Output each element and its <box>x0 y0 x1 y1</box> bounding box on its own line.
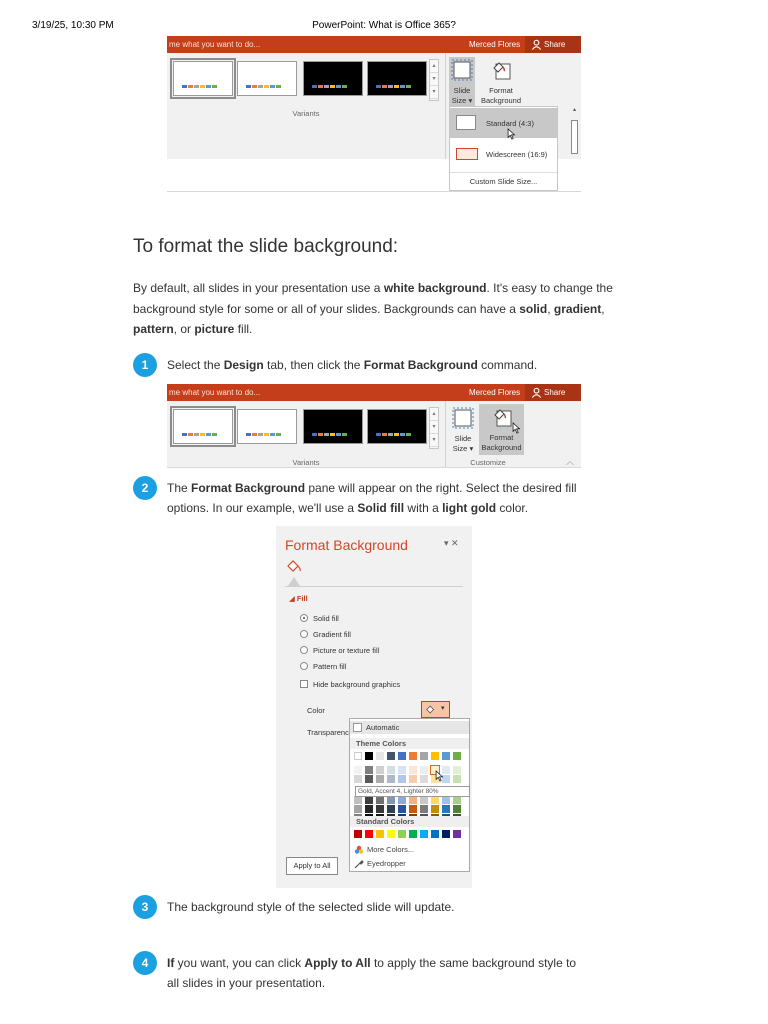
share-button[interactable] <box>525 36 581 53</box>
theme-shade-swatch[interactable] <box>376 766 384 774</box>
variants-group-label: Variants <box>292 458 320 467</box>
paint-bucket-icon[interactable] <box>285 559 303 575</box>
variant-color-dot <box>200 85 205 88</box>
format-background-label: Format Background <box>481 433 522 452</box>
color-label: Color <box>307 706 325 715</box>
theme-color-swatch[interactable] <box>365 752 373 760</box>
variant-color-dot <box>400 433 405 436</box>
variant-thumb[interactable] <box>237 61 297 96</box>
variant-color-dot <box>206 433 211 436</box>
color-dropdown-button[interactable] <box>421 701 450 718</box>
variant-color-dot <box>318 433 323 436</box>
slide-size-button[interactable] <box>449 57 475 107</box>
format-background-pane <box>276 526 472 888</box>
standard-colors-header: Standard Colors <box>350 816 469 827</box>
color-tooltip: Gold, Accent 4, Lighter 80% <box>355 786 470 797</box>
theme-shade-swatch[interactable] <box>442 796 450 804</box>
theme-shade-swatch[interactable] <box>387 766 395 774</box>
step-number-3: 3 <box>133 895 157 919</box>
standard-color-swatch[interactable] <box>398 830 406 838</box>
automatic-label: Automatic <box>366 723 400 732</box>
text-run: Select the <box>167 358 224 372</box>
theme-shade-swatch[interactable] <box>354 805 362 813</box>
text-run: tab, then click the <box>263 358 364 372</box>
variant-color-dot <box>318 85 323 88</box>
theme-shade-swatch[interactable] <box>398 775 406 783</box>
variant-color-dot <box>252 85 257 88</box>
variant-color-dot <box>330 433 335 436</box>
variant-thumb[interactable] <box>303 409 363 444</box>
ribbon-screenshot-design-tab <box>167 384 581 468</box>
theme-shade-swatch[interactable] <box>354 766 362 774</box>
theme-color-swatch[interactable] <box>409 752 417 760</box>
variant-thumb[interactable] <box>173 61 233 96</box>
theme-shade-swatch[interactable] <box>376 775 384 783</box>
theme-shade-swatch[interactable] <box>431 796 439 804</box>
variant-thumb[interactable] <box>173 409 233 444</box>
tell-me-box[interactable]: me what you want to do... <box>169 40 261 49</box>
theme-color-swatch[interactable] <box>431 752 439 760</box>
variant-color-dot <box>258 85 263 88</box>
option-label: Pattern fill <box>313 662 347 671</box>
eyedropper-icon <box>354 859 364 869</box>
mouse-cursor-icon <box>435 770 444 782</box>
share-label: Share <box>544 388 566 397</box>
variant-color-dot <box>388 433 393 436</box>
variant-color-dots <box>376 85 411 88</box>
variant-color-dot <box>312 85 317 88</box>
variant-color-dot <box>200 433 205 436</box>
theme-color-swatch[interactable] <box>453 752 461 760</box>
step-number-4: 4 <box>133 951 157 975</box>
variant-color-dot <box>252 433 257 436</box>
variant-color-dot <box>330 85 335 88</box>
mouse-cursor-icon <box>512 422 521 434</box>
format-background-icon <box>490 59 512 81</box>
variant-color-dot <box>324 433 329 436</box>
variant-color-dot <box>394 85 399 88</box>
vertical-scrollbar[interactable] <box>570 106 579 191</box>
transparency-label: Transparenc <box>307 728 349 737</box>
theme-shade-swatch[interactable] <box>354 796 362 804</box>
theme-color-swatch[interactable] <box>354 752 362 760</box>
text-run: to apply the same background style to all slides in your presentation. <box>167 956 577 990</box>
text-run: color. <box>496 501 529 515</box>
gallery-scroll[interactable] <box>429 59 439 101</box>
text-run: , <box>547 301 554 316</box>
gallery-more-icon: ▾ <box>430 86 438 99</box>
ribbon-title-bar <box>167 384 581 401</box>
theme-shade-swatch[interactable] <box>453 775 461 783</box>
eyedropper-label: Eyedropper <box>367 859 406 868</box>
scroll-up-icon: ▴ <box>572 107 576 113</box>
person-icon <box>531 39 542 50</box>
theme-shade-swatch[interactable] <box>387 775 395 783</box>
variant-color-dots <box>246 433 281 436</box>
bold-text: pattern <box>133 322 174 336</box>
theme-shade-swatch[interactable] <box>453 766 461 774</box>
theme-shade-swatch[interactable] <box>409 775 417 783</box>
automatic-color-option[interactable] <box>350 721 469 734</box>
gallery-more-icon: ▾ <box>430 434 438 447</box>
theme-color-swatch[interactable] <box>398 752 406 760</box>
variant-color-dots <box>312 85 347 88</box>
step-number-2: 2 <box>133 476 157 500</box>
tell-me-box[interactable]: me what you want to do... <box>169 388 261 397</box>
option-label: Hide background graphics <box>313 680 401 689</box>
theme-shade-swatch[interactable] <box>453 805 461 813</box>
variant-color-dot <box>342 433 347 436</box>
theme-shade-swatch[interactable] <box>365 766 373 774</box>
bold-text: picture <box>194 322 235 336</box>
variant-color-dot <box>388 85 393 88</box>
variant-color-dot <box>264 433 269 436</box>
standard-color-swatch[interactable] <box>387 830 395 838</box>
color-picker-dropdown <box>349 718 470 872</box>
format-background-icon <box>491 406 513 428</box>
bold-text: light gold <box>442 501 497 515</box>
customize-group-label: Customize <box>470 458 506 467</box>
theme-shade-swatch[interactable] <box>398 805 406 813</box>
radio-dot-icon <box>300 614 308 622</box>
variant-color-dot <box>382 85 387 88</box>
variant-color-dot <box>394 433 399 436</box>
text-run: pane will appear on the right. Select the desired fill options. In our example, we'll use a <box>167 481 577 515</box>
text-run: . It's easy to change the background style for some or all of your slides. Backgrounds can have a <box>133 281 613 316</box>
group-separator <box>445 401 446 468</box>
ribbon-title-bar <box>167 36 581 53</box>
tab-indicator <box>288 577 300 586</box>
variant-color-dot <box>194 433 199 436</box>
variant-color-dots <box>376 433 411 436</box>
step-number-1: 1 <box>133 353 157 377</box>
theme-shade-swatch[interactable] <box>376 805 384 813</box>
pane-title: Format Background <box>285 537 408 553</box>
apply-to-all-button[interactable]: Apply to All <box>286 857 338 875</box>
text-run: The background style of the selected slide will update. <box>167 900 455 914</box>
theme-color-swatch[interactable] <box>442 752 450 760</box>
standard-color-swatch[interactable] <box>453 830 461 838</box>
theme-shade-swatch[interactable] <box>354 775 362 783</box>
variant-color-dots <box>312 433 347 436</box>
variant-color-dot <box>212 433 217 436</box>
theme-shade-swatch[interactable] <box>387 796 395 804</box>
theme-shade-swatch[interactable] <box>431 805 439 813</box>
format-background-button[interactable] <box>479 57 523 106</box>
theme-colors-header: Theme Colors <box>350 738 469 749</box>
variant-color-dot <box>188 85 193 88</box>
theme-shade-swatch[interactable] <box>442 805 450 813</box>
slide-size-icon <box>452 407 474 429</box>
scroll-up-icon: ▴ <box>430 60 438 73</box>
user-name[interactable]: Merced Flores <box>469 388 521 397</box>
text-run: By default, all slides in your presentation use a <box>133 281 384 295</box>
bold-text: Format Background <box>363 358 478 372</box>
variant-thumb[interactable] <box>303 61 363 96</box>
bold-text: Design <box>223 358 264 372</box>
variant-color-dot <box>406 433 411 436</box>
variant-color-dots <box>182 433 217 436</box>
theme-color-swatch[interactable] <box>387 752 395 760</box>
standard-color-swatch[interactable] <box>365 830 373 838</box>
variant-color-dot <box>246 85 251 88</box>
scroll-thumb[interactable] <box>571 120 578 154</box>
standard-color-swatch[interactable] <box>442 830 450 838</box>
radio-dot-icon <box>300 662 308 670</box>
format-background-button[interactable] <box>479 404 524 455</box>
collapse-ribbon-icon[interactable]: ︿ <box>566 457 574 466</box>
bold-text: gradient <box>553 301 602 316</box>
step-text-1 <box>167 355 607 375</box>
variant-color-dot <box>276 85 281 88</box>
widescreen-thumb-icon <box>456 148 478 160</box>
variant-color-dot <box>342 85 347 88</box>
theme-shade-swatch[interactable] <box>398 766 406 774</box>
variant-color-dot <box>258 433 263 436</box>
scroll-down-icon: ▾ <box>430 73 438 86</box>
theme-shade-swatch[interactable] <box>420 805 428 813</box>
scroll-down-icon: ▾ <box>430 421 438 434</box>
bold-text: Solid fill <box>357 501 405 515</box>
share-button[interactable] <box>525 384 581 401</box>
user-name[interactable]: Merced Flores <box>469 40 521 49</box>
slide-size-button[interactable] <box>450 405 476 454</box>
checkbox-icon <box>300 680 308 688</box>
variant-color-dot <box>336 433 341 436</box>
bold-text: If <box>167 956 175 970</box>
variants-group-label: Variants <box>292 109 320 118</box>
chevron-down-icon: ▾ <box>441 705 445 712</box>
slide-size-menu <box>449 106 558 191</box>
slide-size-label: Slide Size ▾ <box>452 434 474 453</box>
variant-color-dot <box>400 85 405 88</box>
person-icon <box>531 387 542 398</box>
menu-item-label: Standard (4:3) <box>486 119 534 128</box>
format-background-label: Format Background <box>480 86 522 105</box>
variant-thumb[interactable] <box>237 409 297 444</box>
variant-color-dot <box>212 85 217 88</box>
more-colors-label: More Colors... <box>367 845 415 854</box>
step-text-3 <box>167 897 607 917</box>
variant-color-dot <box>376 433 381 436</box>
print-page-title: PowerPoint: What is Office 365? <box>312 20 456 31</box>
variant-color-dot <box>276 433 281 436</box>
variant-color-dot <box>206 85 211 88</box>
variant-color-dot <box>382 433 387 436</box>
group-separator <box>445 53 446 159</box>
menu-item-custom-size[interactable]: Custom Slide Size... <box>450 172 557 186</box>
menu-item-standard[interactable] <box>450 108 557 138</box>
text-run: , <box>601 301 605 316</box>
standard-color-swatch[interactable] <box>376 830 384 838</box>
text-run: command. <box>477 358 538 372</box>
step-text-4 <box>167 953 587 993</box>
theme-shade-swatch[interactable] <box>420 796 428 804</box>
variant-color-dot <box>270 433 275 436</box>
print-header <box>0 20 768 32</box>
ribbon-screenshot-slide-size <box>167 36 581 192</box>
standard-thumb-icon <box>456 115 476 130</box>
variant-color-dots <box>182 85 217 88</box>
menu-item-label: Widescreen (16:9) <box>486 150 548 159</box>
theme-color-swatch[interactable] <box>376 752 384 760</box>
variant-color-dot <box>376 85 381 88</box>
gallery-scroll[interactable] <box>429 407 439 449</box>
variant-color-dot <box>194 85 199 88</box>
standard-color-swatch[interactable] <box>354 830 362 838</box>
bold-text: solid <box>519 301 548 316</box>
theme-shade-swatch[interactable] <box>409 796 417 804</box>
text-run: fill. <box>234 322 253 336</box>
text-run: The <box>167 481 192 495</box>
variant-color-dot <box>182 433 187 436</box>
variant-thumb[interactable] <box>367 61 427 96</box>
pane-window-controls[interactable]: ▾ ✕ <box>444 538 459 548</box>
variant-color-dot <box>264 85 269 88</box>
pane-divider <box>285 586 463 587</box>
variant-color-dot <box>312 433 317 436</box>
color-wheel-icon <box>354 845 364 855</box>
standard-color-swatch[interactable] <box>409 830 417 838</box>
theme-shade-swatch[interactable] <box>398 796 406 804</box>
standard-color-swatch[interactable] <box>431 830 439 838</box>
text-run: , or <box>173 322 195 336</box>
slide-size-icon <box>451 59 473 81</box>
text-run: with a <box>404 501 443 515</box>
fill-section-header[interactable]: ◢ Fill <box>289 594 308 603</box>
variant-color-dots <box>246 85 281 88</box>
variant-color-dot <box>188 433 193 436</box>
intro-paragraph <box>133 278 613 340</box>
radio-dot-icon <box>300 630 308 638</box>
automatic-swatch <box>353 723 362 732</box>
variant-color-dot <box>406 85 411 88</box>
bold-text: Apply to All <box>304 956 371 970</box>
text-run: you want, you can click <box>174 956 305 970</box>
theme-shade-swatch[interactable] <box>376 796 384 804</box>
variant-color-dot <box>246 433 251 436</box>
theme-shade-swatch[interactable] <box>420 766 428 774</box>
paint-bucket-icon <box>425 704 437 715</box>
option-label: Gradient fill <box>313 630 351 639</box>
theme-shade-swatch[interactable] <box>409 766 417 774</box>
step-text-2 <box>167 478 577 518</box>
theme-shade-swatch[interactable] <box>387 805 395 813</box>
section-heading: To format the slide background: <box>133 236 399 257</box>
theme-shade-swatch[interactable] <box>453 796 461 804</box>
theme-shade-swatch[interactable] <box>365 796 373 804</box>
share-label: Share <box>544 40 566 49</box>
theme-shade-swatch[interactable] <box>365 775 373 783</box>
option-label: Picture or texture fill <box>313 646 380 655</box>
theme-shade-swatch[interactable] <box>409 805 417 813</box>
theme-shade-swatch[interactable] <box>420 775 428 783</box>
variant-color-dot <box>324 85 329 88</box>
menu-item-widescreen[interactable] <box>450 139 557 169</box>
bold-text: white background <box>383 281 487 295</box>
radio-dot-icon <box>300 646 308 654</box>
variant-color-dot <box>270 85 275 88</box>
theme-color-swatch[interactable] <box>420 752 428 760</box>
print-date: 3/19/25, 10:30 PM <box>32 20 114 31</box>
standard-color-swatch[interactable] <box>420 830 428 838</box>
variant-color-dot <box>336 85 341 88</box>
scroll-up-icon: ▴ <box>430 408 438 421</box>
variant-color-dot <box>182 85 187 88</box>
variant-thumb[interactable] <box>367 409 427 444</box>
theme-shade-swatch[interactable] <box>365 805 373 813</box>
slide-size-label: Slide Size ▾ <box>451 86 473 105</box>
bold-text: Format Background <box>191 481 306 495</box>
option-label: Solid fill <box>313 614 339 623</box>
